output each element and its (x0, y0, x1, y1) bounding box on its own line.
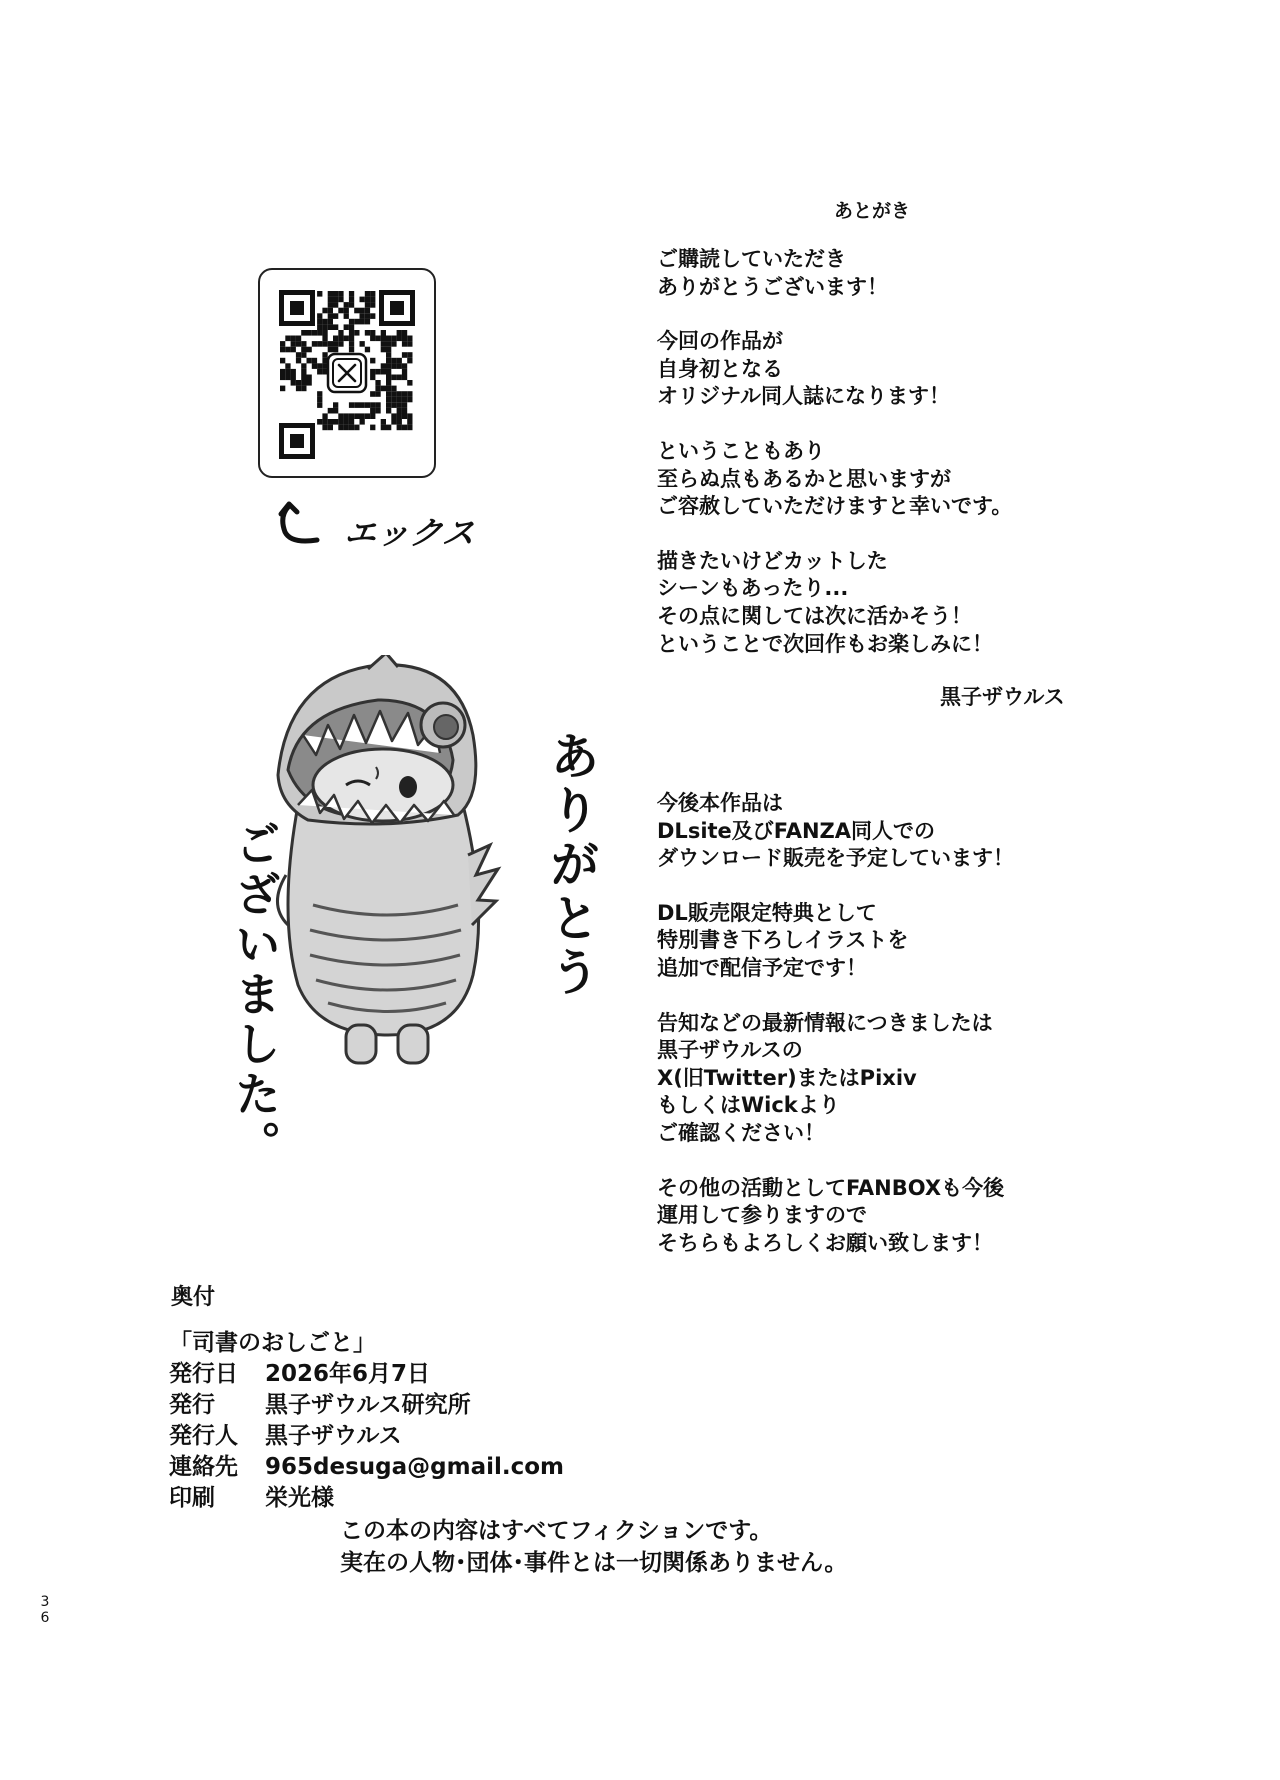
colophon-title: 奥付 (171, 1285, 216, 1310)
afterword-body (657, 246, 1012, 685)
text-line: ご確認ください！ (657, 1120, 825, 1145)
text-line: シーンもあったり... (657, 576, 849, 601)
text-line: 今後本作品は (657, 791, 783, 815)
announcement-paragraph (657, 1010, 1014, 1148)
colophon-key: 発行 (169, 1392, 215, 1418)
announcement-paragraph (657, 1175, 1014, 1258)
colophon (169, 1328, 564, 1514)
announcement-body (657, 790, 1014, 1284)
colophon-row (169, 1359, 564, 1390)
text-line: ということで次回作もお楽しみに！ (657, 631, 993, 656)
colophon-row (169, 1483, 564, 1514)
afterword-paragraph (657, 328, 1012, 411)
announcement-paragraph (657, 900, 1014, 983)
qr-code-card[interactable] (258, 268, 436, 478)
qr-label-group (275, 500, 335, 554)
book-title: 「司書のおしごと」 (169, 1330, 376, 1356)
qr-code-icon (260, 270, 434, 476)
thanks-text: ございました。 (228, 820, 282, 1170)
disclaimer-line: 実在の人物･団体･事件とは一切関係ありません。 (340, 1550, 848, 1576)
mascot-illustration (258, 655, 518, 1079)
page-number-text: 3 6 (40, 1594, 50, 1626)
colophon-key: 発行日 (169, 1361, 238, 1387)
text-line: オリジナル同人誌になります！ (657, 384, 950, 409)
text-line: もしくはWickより (657, 1093, 840, 1118)
text-line: 黒子ザウルスの (657, 1038, 803, 1063)
text-line: 運用して参りますので (657, 1203, 867, 1228)
text-line: ありがとうございます！ (657, 274, 888, 299)
afterword-paragraph (657, 438, 1012, 521)
announcement-paragraph (657, 790, 1014, 873)
disclaimer-line: この本の内容はすべてフィクションです。 (340, 1518, 773, 1544)
text-line: DL販売限定特典として (657, 900, 877, 925)
text-line: 告知などの最新情報につきましたは (657, 1010, 993, 1035)
afterword-signature: 黒子ザウルス (940, 685, 1065, 709)
colophon-value: 栄光様 (265, 1485, 335, 1511)
qr-label: エックス (342, 514, 479, 552)
disclaimer (340, 1515, 847, 1579)
text-line: ということもあり (657, 438, 825, 463)
text-line: 今回の作品が (657, 329, 783, 354)
colophon-key: 連絡先 (169, 1454, 238, 1480)
thanks-text: ありがとう (542, 730, 600, 1000)
text-line: 至らぬ点もあるかと思いますが (657, 466, 951, 491)
colophon-value: 黒子ザウルス研究所 (265, 1392, 471, 1418)
text-line: ダウンロード販売を予定しています！ (657, 846, 1014, 871)
afterword-paragraph (657, 246, 1012, 301)
handwritten-thanks-1 (535, 730, 607, 1000)
colophon-value: 965desuga@gmail.com (265, 1454, 564, 1480)
text-line: DLsite及びFANZA同人での (657, 818, 936, 843)
text-line: その点に関しては次に活かそう！ (657, 603, 972, 628)
text-line: ご購読していただき (657, 247, 846, 271)
shark-costume-character-icon (258, 655, 518, 1075)
page-number (38, 1594, 52, 1626)
colophon-row (169, 1452, 564, 1483)
afterword-title: あとがき (834, 200, 911, 222)
colophon-key: 印刷 (169, 1485, 215, 1511)
colophon-row (169, 1390, 564, 1421)
colophon-value: 黒子ザウルス (265, 1423, 402, 1449)
text-line: その他の活動としてFANBOXも今後 (657, 1175, 1005, 1200)
text-line: 描きたいけどカットした (657, 548, 888, 573)
colophon-value: 2026年6月7日 (265, 1361, 431, 1387)
text-line: X(旧Twitter)またはPixiv (657, 1065, 917, 1090)
handwritten-thanks-2 (222, 820, 288, 1170)
text-line: 追加で配信予定です！ (657, 955, 867, 980)
colophon-row (169, 1421, 564, 1452)
text-line: 自身初となる (657, 356, 783, 381)
text-line: そちらもよろしくお願い致します！ (657, 1230, 993, 1255)
text-line: 特別書き下ろしイラストを (657, 928, 909, 953)
colophon-key: 発行人 (169, 1423, 238, 1449)
curved-arrow-icon (275, 500, 335, 550)
text-line: ご容赦していただけますと幸いです。 (657, 494, 1013, 519)
afterword-paragraph (657, 548, 1012, 658)
